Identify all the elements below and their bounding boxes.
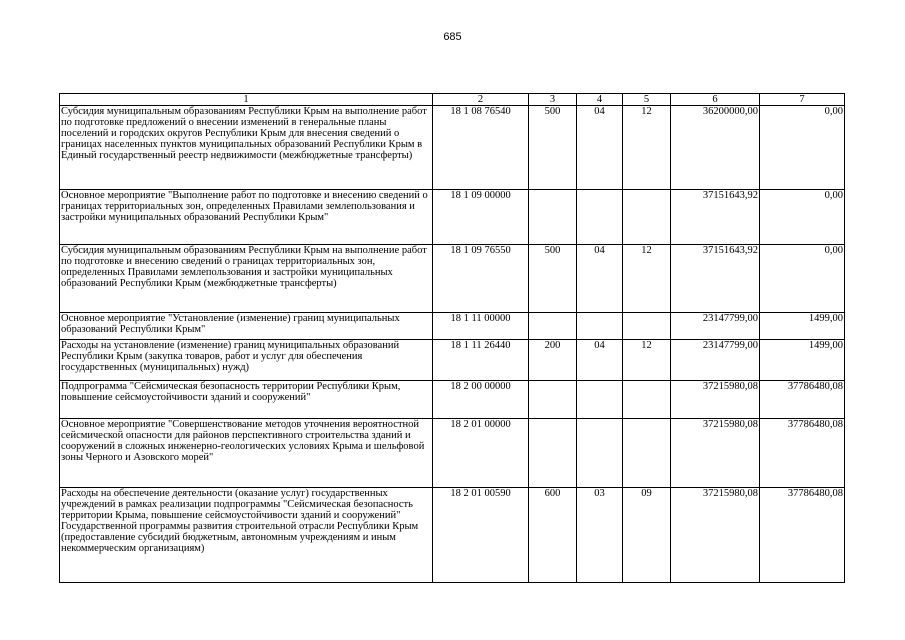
row-name: Подпрограмма "Сейсмическая безопасность территории Республики Крым, повышение сейсмоустойчивости зданий и сооружений" xyxy=(60,381,433,419)
row-name: Субсидия муниципальным образованиям Республики Крым на выполнение работ по подготовке предложений о внесении изменений в генеральные планы поселений и городских округов Республики Крым для внесения сведений о границах населенных пунктов муниципальных образований Республики Крым в Единый государственный реестр недвижимости (межбюджетные трансферты) xyxy=(60,106,433,190)
table-row xyxy=(60,419,845,488)
row-code: 18 1 09 76550 xyxy=(433,245,529,313)
row-rz: 03 xyxy=(577,488,623,583)
row-rz: 04 xyxy=(577,245,623,313)
row-name: Субсидия муниципальным образованиям Республики Крым на выполнение работ по подготовке и внесению сведений о границах территориальных зон, определенных Правилами землепользования и застройки муниципальных образований Республики Крым (межбюджетные трансферты) xyxy=(60,245,433,313)
row-pr xyxy=(623,190,671,245)
row-pr xyxy=(623,419,671,488)
row-code: 18 1 08 76540 xyxy=(433,106,529,190)
row-sum-1: 36200000,00 xyxy=(671,106,760,190)
row-sum-1: 37215980,08 xyxy=(671,419,760,488)
row-rz xyxy=(577,190,623,245)
row-vr xyxy=(529,190,577,245)
row-sum-1: 23147799,00 xyxy=(671,340,760,381)
row-rz xyxy=(577,313,623,340)
row-sum-1: 37215980,08 xyxy=(671,381,760,419)
row-sum-2: 37786480,08 xyxy=(760,488,845,583)
row-name: Основное мероприятие "Совершенствование методов уточнения вероятностной сейсмической опасности для районов перспективного строительства зданий и сооружений в сложных инженерно-геологических условиях Крыма и шельфовой зоны Черного и Азовского морей" xyxy=(60,419,433,488)
row-sum-2: 1499,00 xyxy=(760,340,845,381)
table-header-row xyxy=(60,94,845,106)
header-col-3: 3 xyxy=(529,94,577,106)
row-rz xyxy=(577,381,623,419)
row-sum-2: 1499,00 xyxy=(760,313,845,340)
row-pr: 09 xyxy=(623,488,671,583)
row-sum-2: 0,00 xyxy=(760,245,845,313)
header-col-2: 2 xyxy=(433,94,529,106)
row-code: 18 2 01 00590 xyxy=(433,488,529,583)
row-sum-1: 37151643,92 xyxy=(671,190,760,245)
row-rz: 04 xyxy=(577,340,623,381)
row-vr: 600 xyxy=(529,488,577,583)
row-pr: 12 xyxy=(623,106,671,190)
row-pr xyxy=(623,313,671,340)
table-row xyxy=(60,381,845,419)
header-col-5: 5 xyxy=(623,94,671,106)
row-vr xyxy=(529,313,577,340)
row-vr xyxy=(529,419,577,488)
row-sum-2: 0,00 xyxy=(760,106,845,190)
row-sum-1: 23147799,00 xyxy=(671,313,760,340)
row-code: 18 1 09 00000 xyxy=(433,190,529,245)
table-row xyxy=(60,190,845,245)
row-sum-1: 37215980,08 xyxy=(671,488,760,583)
row-code: 18 2 00 00000 xyxy=(433,381,529,419)
row-sum-2: 37786480,08 xyxy=(760,381,845,419)
row-name: Расходы на установление (изменение) границ муниципальных образований Республики Крым (закупка товаров, работ и услуг для обеспечения государственных (муниципальных) нужд) xyxy=(60,340,433,381)
table-row xyxy=(60,106,845,190)
table-row xyxy=(60,313,845,340)
row-rz xyxy=(577,419,623,488)
row-code: 18 1 11 26440 xyxy=(433,340,529,381)
budget-table xyxy=(59,93,845,583)
table-row xyxy=(60,488,845,583)
row-code: 18 2 01 00000 xyxy=(433,419,529,488)
row-pr: 12 xyxy=(623,245,671,313)
header-col-4: 4 xyxy=(577,94,623,106)
row-vr: 500 xyxy=(529,106,577,190)
row-rz: 04 xyxy=(577,106,623,190)
row-vr xyxy=(529,381,577,419)
header-col-6: 6 xyxy=(671,94,760,106)
page-number: 685 xyxy=(443,31,462,43)
row-sum-2: 37786480,08 xyxy=(760,419,845,488)
row-pr: 12 xyxy=(623,340,671,381)
table-row xyxy=(60,245,845,313)
row-name: Основное мероприятие "Установление (изменение) границ муниципальных образований Республики Крым" xyxy=(60,313,433,340)
row-pr xyxy=(623,381,671,419)
row-name: Расходы на обеспечение деятельности (оказание услуг) государственных учреждений в рамках реализации подпрограммы "Сейсмическая безопасность территории Крыма, повышение сейсмоустойчивости зданий и сооружений" Государственной программы развития строительной отрасли Республики Крым (предоставление субсидий бюджетным, автономным учреждениям и иным некоммерческим организациям) xyxy=(60,488,433,583)
row-code: 18 1 11 00000 xyxy=(433,313,529,340)
header-col-1: 1 xyxy=(60,94,433,106)
header-col-7: 7 xyxy=(760,94,845,106)
row-vr: 200 xyxy=(529,340,577,381)
table-row xyxy=(60,340,845,381)
row-sum-2: 0,00 xyxy=(760,190,845,245)
row-vr: 500 xyxy=(529,245,577,313)
row-name: Основное мероприятие "Выполнение работ по подготовке и внесению сведений о границах территориальных зон, определенных Правилами землепользования и застройки муниципальных образований Республики Крым" xyxy=(60,190,433,245)
row-sum-1: 37151643,92 xyxy=(671,245,760,313)
